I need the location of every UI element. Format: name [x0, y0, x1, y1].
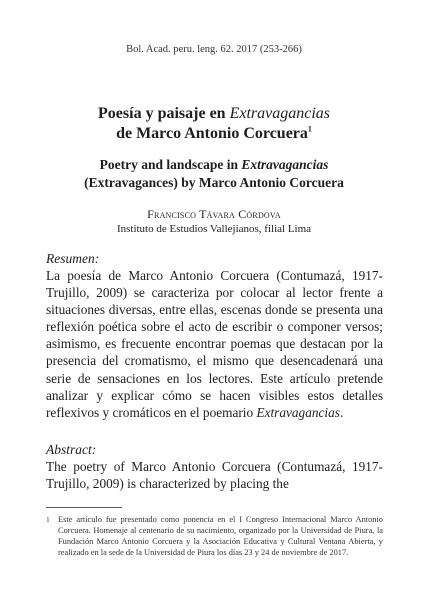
- spanish-title-italic: Extravagancias: [229, 105, 330, 122]
- running-header: Bol. Acad. peru. leng. 62. 2017 (253-266): [126, 44, 302, 55]
- english-title: [0, 156, 428, 192]
- english-title-prefix: Poetry and landscape in: [99, 157, 242, 172]
- english-title-italic: Extravagancias: [241, 157, 329, 172]
- resumen-text: La poesía de Marco Antonio Corcuera (Contumazá, 1917-Trujillo, 2009) se caracteriza por colocar al lector frente a situaciones diversas, entre ellas, escenas donde se presenta una reflexión poética sobre el acto de escribir o componer versos; asimismo, es frecuente encontrar poemas que destacan por la presencia del cromatismo, el mismo que desencadenará una serie de sensaciones en los lectores. Este artículo pretende analizar y explicar cómo se hacen visibles estos detalles reflexivos y cromáticos en el poemario: [46, 268, 383, 420]
- footnote-marker[interactable]: 1: [307, 124, 312, 134]
- footnote-text: Este artículo fue presentado como ponencia en el I Congreso Internacional Marco Antonio Corcuera. Homenaje al centenario de su nacimiento, organizado por la Universidad de Piura, la Fundación Marco Antonio Corcuera y la Asociación Educativa y Cultural Ventana Abierta, y realizado en la sede de la Universidad de Piura los días 23 y 24 de noviembre de 2017.: [58, 515, 383, 557]
- resumen-heading: Resumen:: [46, 251, 100, 266]
- resumen-text-end: .: [339, 404, 344, 420]
- footnote-number: 1: [46, 515, 50, 524]
- abstract-heading: Abstract:: [46, 442, 97, 457]
- author-affiliation: Instituto de Estudios Vallejianos, filial Lima: [116, 223, 312, 235]
- spanish-title-prefix: Poesía y paisaje en: [98, 105, 230, 122]
- resumen-italic-title: Extravagancias: [256, 404, 340, 420]
- spanish-title-line2: de Marco Antonio Corcuera: [116, 125, 308, 142]
- author-name: Francisco Távara Córdova: [147, 207, 281, 221]
- abstract-body: The poetry of Marco Antonio Corcuera (Contumazá, 1917-Trujillo, 2009) is characterized by placing the: [46, 459, 383, 492]
- spanish-title: [0, 104, 428, 144]
- footnote-rule: [46, 507, 122, 508]
- footnote: [46, 515, 383, 559]
- abstract-section: [46, 441, 383, 492]
- resumen-section: [46, 250, 383, 421]
- resumen-body: [46, 267, 383, 421]
- english-title-line2: (Extravagances) by Marco Antonio Corcuera: [84, 175, 344, 190]
- title-block: [0, 104, 428, 192]
